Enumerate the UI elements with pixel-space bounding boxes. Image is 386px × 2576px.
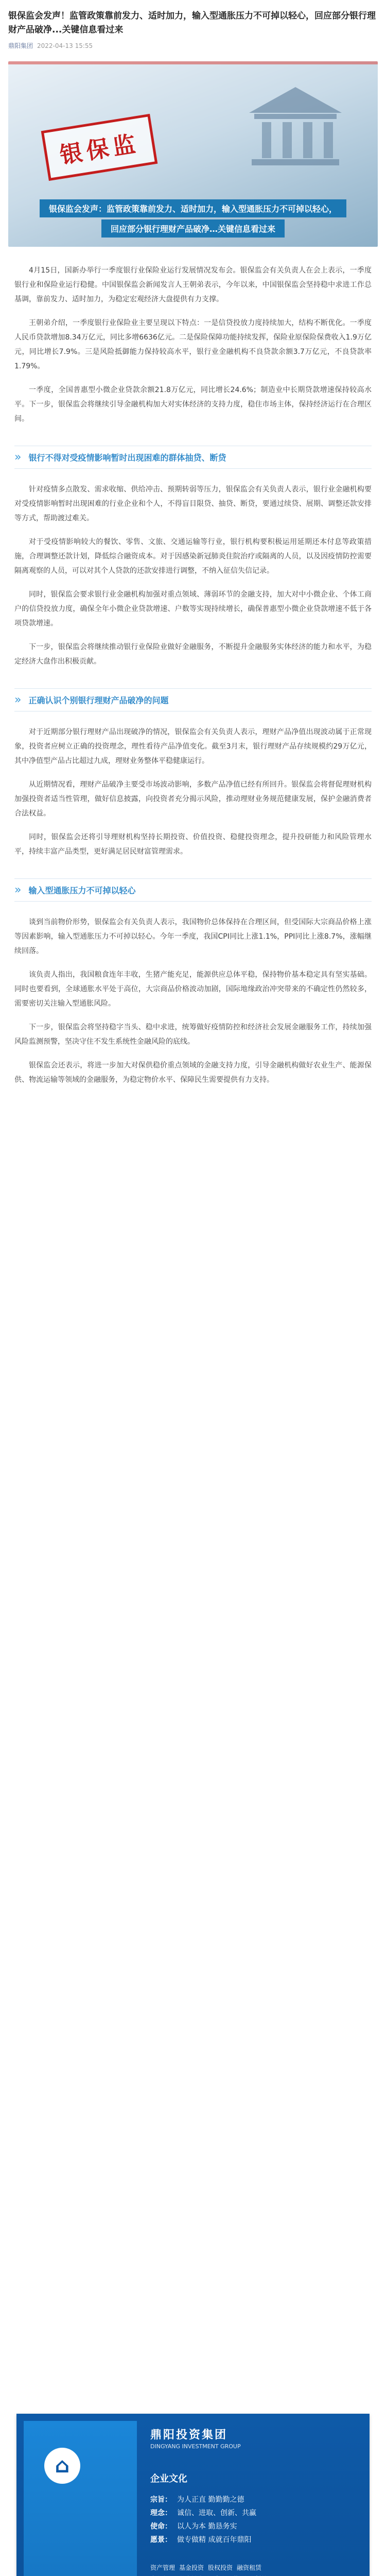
hero-caption-line1: 银保监会发声：监管政策靠前发力、适时加力，输入型通胀压力不可掉以轻心，: [40, 199, 346, 217]
article-meta: [8, 41, 378, 50]
section3-paragraph: 谈到当前物价形势，银保监会有关负责人表示，我国物价总体保持在合理区间，但受国际大宗商品价格上涨等因素影响，输入型通胀压力不可掉以轻心。今年一季度，我国CPI同比上涨1.1%，PPI同比上涨8.7%，涨幅继续回落。: [14, 918, 372, 955]
section2-paragraph: 从近期情况看，理财产品破净主要受市场波动影响，多数产品净值已经有所回升。银保监会将督促理财机构加强投资者适当性管理，做好信息披露，向投资者充分揭示风险，推动理财业务规范健康发展，保护金融消费者合法权益。: [14, 781, 372, 818]
business-item: [179, 2573, 210, 2576]
section-heading-1: [14, 446, 372, 469]
intro-paragraph: 一季度，全国普惠型小微企业贷款余额21.8万亿元，同比增长24.6%；制造业中长期贷款增速保持较高水平。下一步，银保监会将继续引导金融机构加大对实体经济的支持力度，稳住市场主体，保持经济运行在合理区间。: [14, 386, 372, 423]
company-logo-icon: ⌂: [44, 2448, 80, 2484]
publish-date: 2022-04-13 15:55: [37, 42, 93, 49]
intro-paragraph: 4月15日，国新办举行一季度银行业保险业运行发展情况发布会。银保监会有关负责人在会上表示，一季度银行业和保险业运行稳健。中国银保监会新闻发言人王朝弟表示，今年以来，中国银保监会坚持稳中求进工作总基调，靠前发力、适时加力，为稳定宏观经济大盘提供有力支撑。: [14, 266, 372, 303]
hero-decor-bar: [8, 61, 378, 64]
section1-paragraph: 同时，银保监会要求银行业金融机构加强对重点领域、薄弱环节的金融支持，加大对中小微企业、个体工商户的信贷投放力度，确保全年小微企业贷款增速、户数等实现持续增长，确保普惠型小微企业贷款增速不低于各项贷款增速。: [14, 590, 372, 628]
culture-item: [150, 2521, 356, 2531]
company-card-right: [150, 2423, 356, 2576]
culture-key: 宗旨：: [150, 2496, 172, 2504]
chevron-right-icon: »: [14, 883, 22, 896]
culture-value: 做专做精 成就百年鼎阳: [177, 2536, 252, 2544]
account-link[interactable]: 鼎阳集团: [8, 42, 33, 49]
company-card-left: [24, 2421, 137, 2576]
hero-caption: [8, 197, 378, 238]
section1-paragraph: 对于受疫情影响较大的餐饮、零售、文旅、交通运输等行业，银行机构要积极运用延期还本付息等政策措施，合理调整还款计划，降低综合融资成本。对于因感染新冠肺炎住院治疗或隔离的人员，以及因疫情防控需要隔离观察的人员，可以对其个人贷款的还款安排进行调整，不纳入征信失信记录。: [14, 538, 372, 575]
hero-image: [8, 61, 378, 247]
business-item: 资产管理: [150, 2564, 176, 2571]
company-brand: [150, 2426, 356, 2450]
company-english-name: DINGYANG INVESTMENT GROUP: [150, 2443, 241, 2450]
company-name: 鼎阳投资集团: [150, 2429, 228, 2442]
article-header: [0, 0, 386, 50]
culture-item: [150, 2494, 356, 2504]
article-title: 银保监会发声！监管政策靠前发力、适时加力，输入型通胀压力不可掉以轻心，回应部分银行理财产品破净...关键信息看过来: [8, 11, 376, 35]
section1-paragraph: 下一步，银保监会将继续推动银行业保险业做好金融服务，不断提升金融服务实体经济的能力和水平，为稳定经济大盘作出积极贡献。: [14, 643, 372, 666]
hero-caption-line2: 回应部分银行理财产品破净…关键信息看过来: [101, 219, 285, 238]
chevron-right-icon: »: [14, 450, 22, 464]
culture-key: 理念：: [150, 2509, 172, 2517]
business-list: [150, 2562, 356, 2576]
business-row: [150, 2562, 356, 2573]
section3-paragraph: 银保监会还表示，将进一步加大对保供稳价重点领域的金融支持力度，引导金融机构做好农业生产、能源保供、物流运输等领域的金融服务，为稳定物价水平、保障民生需要提供有力支持。: [14, 1061, 372, 1084]
section-heading-2: [14, 688, 372, 711]
section-title: 银行不得对受疫情影响暂时出现困难的群体抽贷、断贷: [28, 453, 226, 463]
section3-paragraph: 该负责人指出，我国粮食连年丰收，生猪产能充足，能源供应总体平稳，保持物价基本稳定具有坚实基础。同时也要看到，全球通胀水平处于高位，大宗商品价格波动加剧，国际地缘政治冲突带来的不确定性仍然较多，需要密切关注输入型通胀风险。: [14, 971, 372, 1008]
culture-value: 以人为本 勤恳务实: [177, 2522, 237, 2531]
section3-paragraph: 下一步，银保监会将坚持稳字当头、稳中求进，统筹做好疫情防控和经济社会发展金融服务工作，持续加强风险监测预警，坚决守住不发生系统性金融风险的底线。: [14, 1023, 372, 1046]
section-heading-3: [14, 878, 372, 902]
intro-paragraph: 王朝弟介绍，一季度银行业保险业主要呈现以下特点：一是信贷投放力度持续加大，结构不断优化。一季度人民币贷款增加8.34万亿元，同比多增6636亿元。二是保险保障功能持续发挥，保险业原保险保费收入1.9万亿元，同比增长7.9%。三是风险抵御能力保持较高水平，银行业金融机构不良贷款余额3.7万亿元，不良贷款率1.79%。: [14, 319, 372, 370]
section-title: 正确认识个别银行理财产品破净的问题: [28, 696, 169, 705]
business-item: [243, 2573, 268, 2576]
culture-key: 愿景：: [150, 2536, 172, 2544]
business-item: 基金投资: [179, 2564, 204, 2571]
business-item: [150, 2573, 175, 2576]
business-item: 股权投资: [208, 2564, 233, 2571]
culture-item: [150, 2534, 356, 2545]
culture-key: 使命：: [150, 2522, 172, 2531]
chevron-right-icon: »: [14, 693, 22, 706]
culture-title: 企业文化: [150, 2473, 187, 2484]
business-item: 融资租赁: [237, 2564, 262, 2571]
section2-paragraph: 对于近期部分银行理财产品出现破净的情况，银保监会有关负责人表示，理财产品净值出现波动属于正常现象，投资者应树立正确的投资理念，理性看待产品净值变化。截至3月末，银行理财产品存续规模约29万亿元，其中净值型产品占比超过九成，理财业务整体平稳健康运行。: [14, 728, 372, 765]
article-content: [0, 247, 386, 1087]
company-card: [16, 2414, 370, 2576]
business-row: [150, 2573, 356, 2576]
section-title: 输入型通胀压力不可掉以轻心: [28, 886, 136, 895]
bank-building-icon: [244, 82, 347, 170]
hero-stamp: 银保监: [41, 114, 158, 181]
culture-value: 诚信、进取、创新、共赢: [177, 2509, 256, 2517]
culture-list: [150, 2494, 356, 2545]
culture-item: [150, 2507, 356, 2518]
section1-paragraph: 针对疫情多点散发、需求收缩、供给冲击、预期转弱等压力，银保监会有关负责人表示，银行业金融机构要对受疫情影响暂时出现困难的行业企业和个人，不得盲目限贷、抽贷、断贷，要通过续贷、展期、调整还款安排等方式，帮助渡过难关。: [14, 485, 372, 522]
section2-paragraph: 同时，银保监会还将引导理财机构坚持长期投资、价值投资、稳健投资理念，提升投研能力和风险管理水平，持续丰富产品类型，更好满足居民财富管理需求。: [14, 833, 372, 856]
culture-value: 为人正直 勤勤勤之德: [177, 2496, 244, 2504]
business-item: [214, 2573, 239, 2576]
